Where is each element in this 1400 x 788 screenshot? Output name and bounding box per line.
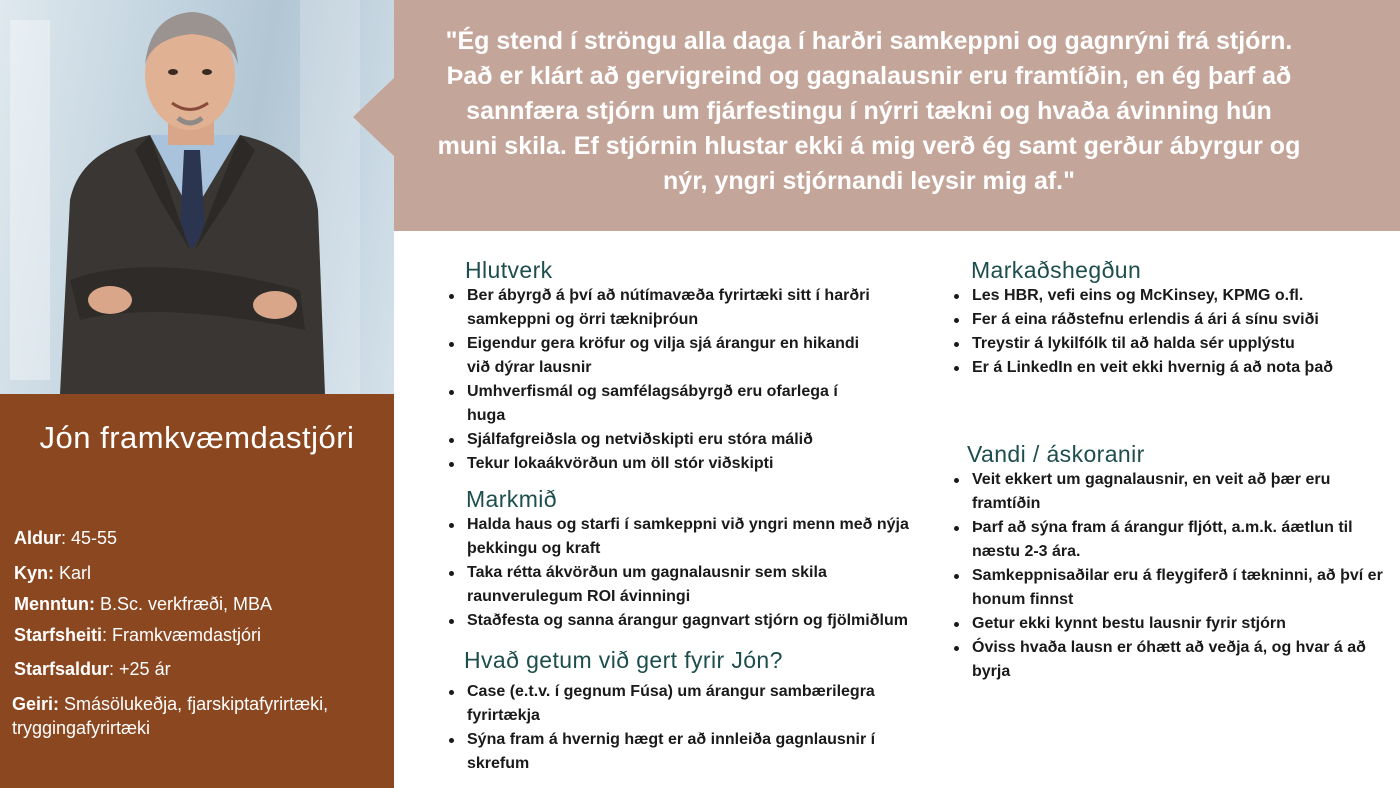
- fact-sector: Geiri: Smásölukeðja, fjarskiptafyrirtæki, tryggingafyrirtæki: [12, 694, 329, 738]
- section-title: Vandi / áskoranir: [967, 441, 1145, 467]
- section-markmid: [441, 485, 931, 633]
- list-item: Tekur lokaákvörðun um öll stór viðskipti: [441, 452, 881, 476]
- list-item: Sjálfafgreiðsla og netviðskipti eru stóra málið: [441, 428, 881, 452]
- list-item: Eigendur gera kröfur og vilja sjá árangur en hikandi við dýrar lausnir: [441, 332, 877, 380]
- list-item: Veit ekkert um gagnalausnir, en veit að þær eru framtíðin: [946, 468, 1386, 516]
- list-item: Taka rétta ákvörðun um gagnalausnir sem skila raunverulegum ROI ávinningi: [441, 561, 867, 609]
- list-item: Óviss hvaða lausn er óhætt að veðja á, og hvar á að byrja: [946, 636, 1386, 684]
- fact-experience: Starfsaldur: +25 ár: [14, 659, 171, 679]
- list-item: Les HBR, vefi eins og McKinsey, KPMG o.fl.: [946, 284, 1386, 308]
- fact-gender: Kyn: Karl: [14, 563, 92, 583]
- list-item: Getur ekki kynnt bestu lausnir fyrir stjórn: [946, 612, 1386, 636]
- list-item: Treystir á lykilfólk til að halda sér upplýstu: [946, 332, 1386, 356]
- section-hvad-getum: [441, 646, 891, 776]
- section-title: Markmið: [466, 486, 557, 512]
- list-item: Umhverfismál og samfélagsábyrgð eru ofarlega í huga: [441, 380, 877, 428]
- list-item: Case (e.t.v. í gegnum Fúsa) um árangur sambærilegra fyrirtækja: [441, 680, 897, 728]
- quote-pointer: [353, 77, 395, 157]
- fact-job-title: Starfsheiti: Framkvæmdastjóri: [14, 625, 262, 645]
- fact-education: Menntun: B.Sc. verkfræði, MBA: [14, 594, 273, 614]
- list-item: Samkeppnisaðilar eru á fleygiferð í tækninni, að því er honum finnst: [946, 564, 1386, 612]
- section-title: Markaðshegðun: [971, 257, 1142, 283]
- section-title: Hvað getum við gert fyrir Jón?: [464, 647, 783, 673]
- list-item: Sýna fram á hvernig hægt er að innleiða gagnlausnir í skrefum: [441, 728, 897, 776]
- persona-photo: [0, 0, 394, 394]
- section-title: Hlutverk: [465, 257, 553, 283]
- list-item: Fer á eina ráðstefnu erlendis á ári á sínu sviði: [946, 308, 1386, 332]
- list-item: Ber ábyrgð á því að nútímavæða fyrirtæki sitt í harðri samkeppni og örri tækniþróun: [441, 284, 877, 332]
- persona-quote: "Ég stend í ströngu alla daga í harðri samkeppni og gagnrýni frá stjórn. Það er klárt að gervigreind og gagnalausnir eru framtíðin, en ég þarf að sannfæra stjórn um fjárfestingu í nýrri tækni og hvaða ávinning hún muni skila. Ef stjórnin hlustar ekki á mig verð ég samt gerður ábyrgur og nýr, yngri stjórnandi leysir mig af.": [437, 27, 1301, 195]
- businessman-figure: [0, 0, 394, 394]
- fact-age: Aldur: 45-55: [14, 528, 118, 548]
- profile-panel: [0, 394, 394, 788]
- persona-name: Jón framkvæmdastjóri: [39, 420, 355, 455]
- list-item: Er á LinkedIn en veit ekki hvernig á að nota það: [946, 356, 1386, 380]
- section-vandi: [946, 440, 1386, 684]
- section-markadshegdun: [946, 256, 1386, 380]
- section-hlutverk: [441, 256, 881, 476]
- list-item: Staðfesta og sanna árangur gagnvart stjórn og fjölmiðlum: [441, 609, 931, 633]
- list-item: Þarf að sýna fram á árangur fljótt, a.m.k. áætlun til næstu 2-3 ára.: [946, 516, 1386, 564]
- list-item: Halda haus og starfi í samkeppni við yngri menn með nýja þekkingu og kraft: [441, 513, 931, 561]
- quote-band: [394, 0, 1400, 231]
